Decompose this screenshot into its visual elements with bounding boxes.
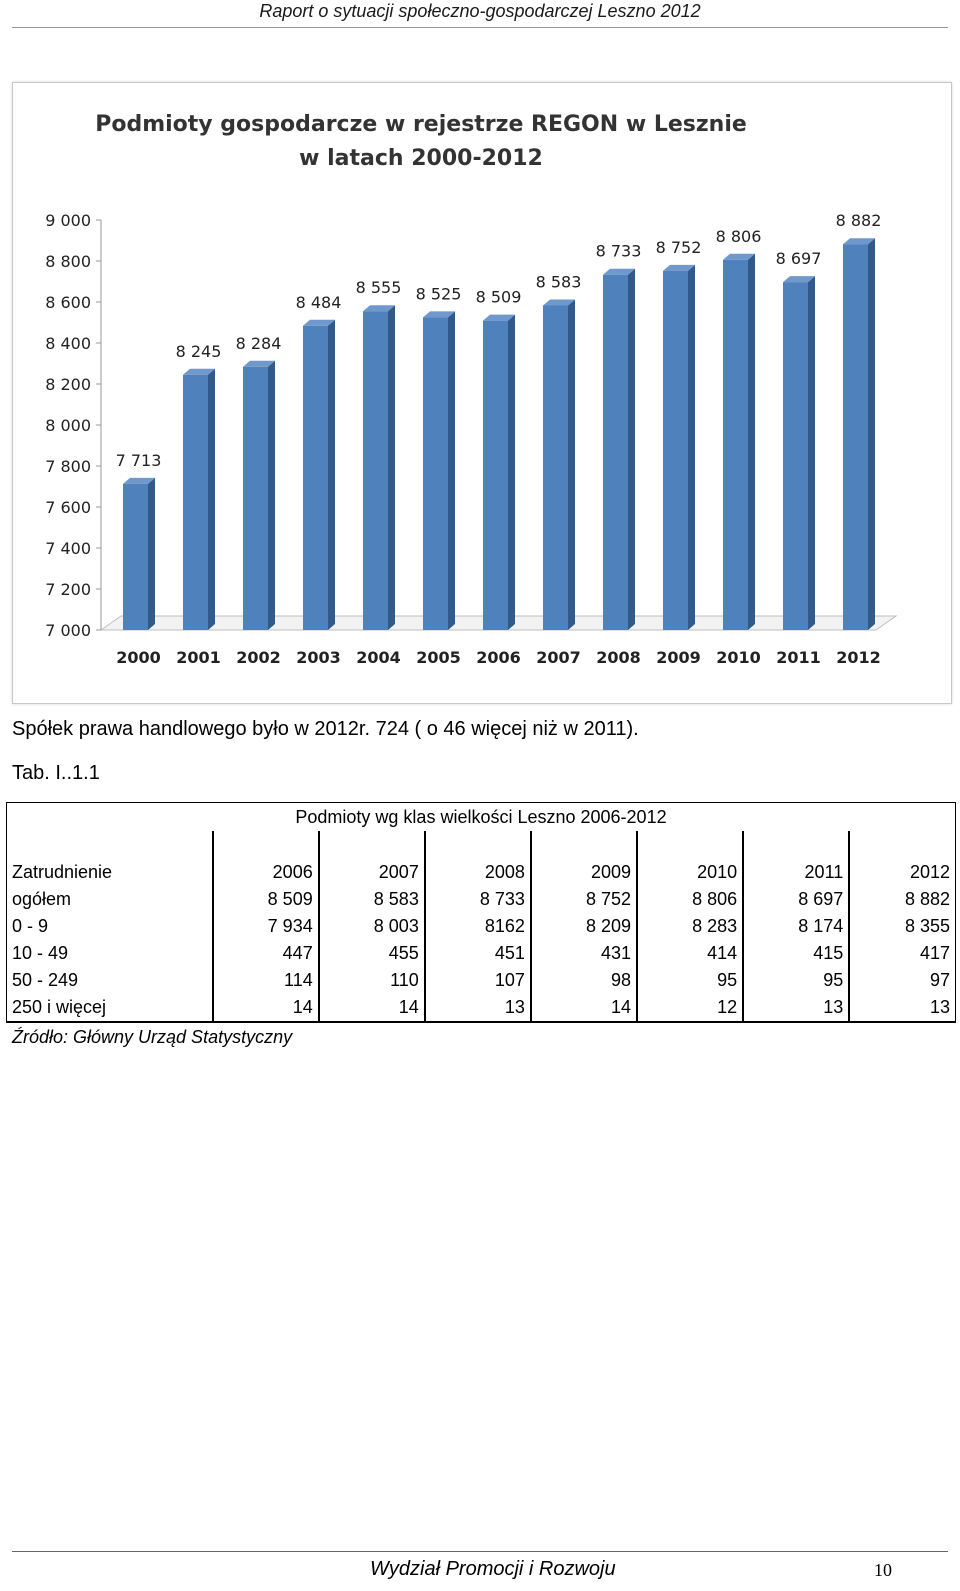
- page-header: Raport o sytuacji społeczno-gospodarczej Leszno 2012: [259, 1, 701, 21]
- bar-side: [268, 361, 275, 630]
- table-cell: 8 509: [213, 886, 319, 913]
- table-cell: 414: [637, 940, 743, 967]
- table-cell: 447: [213, 940, 319, 967]
- bar-side: [808, 276, 815, 630]
- x-tick-label: 2005: [416, 648, 461, 667]
- gap-cell: [425, 831, 531, 859]
- gap-cell: [531, 831, 637, 859]
- y-tick-label: 8 200: [45, 375, 91, 394]
- table-cell: 415: [743, 940, 849, 967]
- bar: [303, 326, 328, 630]
- table-cell: 114: [213, 967, 319, 994]
- table-row: [7, 886, 956, 913]
- row-label: 50 - 249: [7, 967, 213, 994]
- table-cell: 8 733: [425, 886, 531, 913]
- value-label: 8 555: [355, 278, 402, 298]
- x-tick-label: 2000: [116, 648, 161, 667]
- bar-side: [748, 254, 755, 630]
- bar: [663, 271, 688, 630]
- footer-rule: [12, 1551, 948, 1552]
- column-header-label: Zatrudnienie: [7, 859, 213, 886]
- table-cell: 107: [425, 967, 531, 994]
- gap-cell: [743, 831, 849, 859]
- y-tick-label: 7 600: [45, 498, 91, 517]
- table-cell: 7 934: [213, 913, 319, 940]
- bar-side: [328, 320, 335, 630]
- x-tick-label: 2007: [536, 648, 581, 667]
- row-label: 0 - 9: [7, 913, 213, 940]
- bar-side: [628, 269, 635, 630]
- row-label: 250 i więcej: [7, 994, 213, 1022]
- table-cell: 12: [637, 994, 743, 1022]
- x-tick-label: 2012: [836, 648, 881, 667]
- table-cell: 8 752: [531, 886, 637, 913]
- x-tick-label: 2010: [716, 648, 761, 667]
- x-tick-label: 2002: [236, 648, 281, 667]
- table-row: [7, 913, 956, 940]
- y-tick-label: 8 400: [45, 334, 91, 353]
- footer-text: Wydział Promocji i Rozwoju: [370, 1558, 616, 1580]
- table-cell: 8162: [425, 913, 531, 940]
- column-header-year: 2010: [637, 859, 743, 886]
- table-cell: 8 697: [743, 886, 849, 913]
- value-label: 8 733: [595, 241, 642, 261]
- chart-subtitle: w latach 2000-2012: [299, 146, 543, 171]
- value-label: 8 284: [235, 333, 282, 353]
- bar-side: [148, 478, 155, 630]
- table-cell: 8 583: [319, 886, 425, 913]
- bar-side: [208, 369, 215, 630]
- bar: [423, 317, 448, 630]
- value-label: 8 806: [715, 226, 762, 246]
- x-tick-label: 2003: [296, 648, 341, 667]
- y-tick-label: 8 000: [45, 416, 91, 435]
- column-header-year: 2009: [531, 859, 637, 886]
- gap-cell: [637, 831, 743, 859]
- bar-side: [568, 299, 575, 630]
- value-label: 8 525: [415, 284, 462, 304]
- y-tick-label: 7 200: [45, 580, 91, 599]
- bar: [783, 282, 808, 630]
- x-tick-label: 2001: [176, 648, 221, 667]
- column-header-year: 2008: [425, 859, 531, 886]
- table-cell: 14: [531, 994, 637, 1022]
- x-tick-label: 2006: [476, 648, 521, 667]
- bar-side: [388, 305, 395, 630]
- table-cell: 431: [531, 940, 637, 967]
- table-cell: 14: [213, 994, 319, 1022]
- table-cell: 8 283: [637, 913, 743, 940]
- table-row: [7, 994, 956, 1022]
- header-rule: [12, 27, 948, 28]
- table-cell: 110: [319, 967, 425, 994]
- value-label: 8 245: [175, 341, 222, 361]
- gap-cell: [7, 831, 213, 859]
- table-cell: 417: [849, 940, 955, 967]
- x-tick-label: 2011: [776, 648, 821, 667]
- y-tick-label: 8 800: [45, 252, 91, 271]
- bar-side: [688, 265, 695, 630]
- value-label: 8 583: [535, 272, 582, 292]
- y-tick-label: 9 000: [45, 211, 91, 230]
- bar: [543, 305, 568, 630]
- gap-cell: [319, 831, 425, 859]
- x-tick-label: 2004: [356, 648, 401, 667]
- bar-side: [448, 311, 455, 630]
- table-cell: 8 806: [637, 886, 743, 913]
- table-cell: 95: [637, 967, 743, 994]
- value-label: 8 697: [775, 249, 822, 269]
- x-tick-label: 2009: [656, 648, 701, 667]
- table-row: [7, 967, 956, 994]
- table-cell: 8 174: [743, 913, 849, 940]
- table-cell: 451: [425, 940, 531, 967]
- gap-cell: [849, 831, 955, 859]
- table-label: Tab. I..1.1: [12, 762, 100, 784]
- table-cell: 98: [531, 967, 637, 994]
- x-tick-label: 2008: [596, 648, 641, 667]
- table-cell: 455: [319, 940, 425, 967]
- y-tick-label: 7 400: [45, 539, 91, 558]
- bar: [843, 244, 868, 630]
- column-header-year: 2011: [743, 859, 849, 886]
- bar-side: [508, 315, 515, 630]
- table-row: [7, 940, 956, 967]
- value-label: 7 713: [115, 450, 162, 470]
- bar-side: [868, 238, 875, 630]
- bar-chart: [13, 83, 951, 703]
- chart-title: Podmioty gospodarcze w rejestrze REGON w Lesznie: [95, 112, 747, 137]
- table-cell: 8 882: [849, 886, 955, 913]
- table-cell: 14: [319, 994, 425, 1022]
- value-label: 8 752: [655, 237, 702, 257]
- row-label: ogółem: [7, 886, 213, 913]
- y-tick-label: 7 000: [45, 621, 91, 640]
- column-header-year: 2006: [213, 859, 319, 886]
- chart-frame: [12, 82, 952, 704]
- value-label: 8 882: [835, 211, 882, 231]
- value-label: 8 509: [475, 287, 522, 307]
- column-header-year: 2012: [849, 859, 955, 886]
- table-caption: Podmioty wg klas wielkości Leszno 2006-2012: [7, 803, 956, 832]
- page-number: 10: [874, 1560, 892, 1580]
- bar: [183, 375, 208, 630]
- bar: [363, 311, 388, 630]
- gap-cell: [213, 831, 319, 859]
- bar: [123, 484, 148, 630]
- intro-paragraph: Spółek prawa handlowego było w 2012r. 724 ( o 46 więcej niż w 2011).: [12, 718, 639, 740]
- bar: [723, 260, 748, 630]
- table-cell: 13: [743, 994, 849, 1022]
- table-cell: 13: [425, 994, 531, 1022]
- bar: [243, 367, 268, 630]
- table-cell: 97: [849, 967, 955, 994]
- table-cell: 13: [849, 994, 955, 1022]
- size-class-table: [6, 802, 956, 1023]
- value-label: 8 484: [295, 292, 342, 312]
- table-cell: 8 355: [849, 913, 955, 940]
- table-cell: 95: [743, 967, 849, 994]
- y-tick-label: 7 800: [45, 457, 91, 476]
- row-label: 10 - 49: [7, 940, 213, 967]
- bar: [483, 321, 508, 630]
- bar: [603, 275, 628, 630]
- source-note: Źródło: Główny Urząd Statystyczny: [12, 1027, 293, 1047]
- y-tick-label: 8 600: [45, 293, 91, 312]
- table-cell: 8 003: [319, 913, 425, 940]
- column-header-year: 2007: [319, 859, 425, 886]
- table-cell: 8 209: [531, 913, 637, 940]
